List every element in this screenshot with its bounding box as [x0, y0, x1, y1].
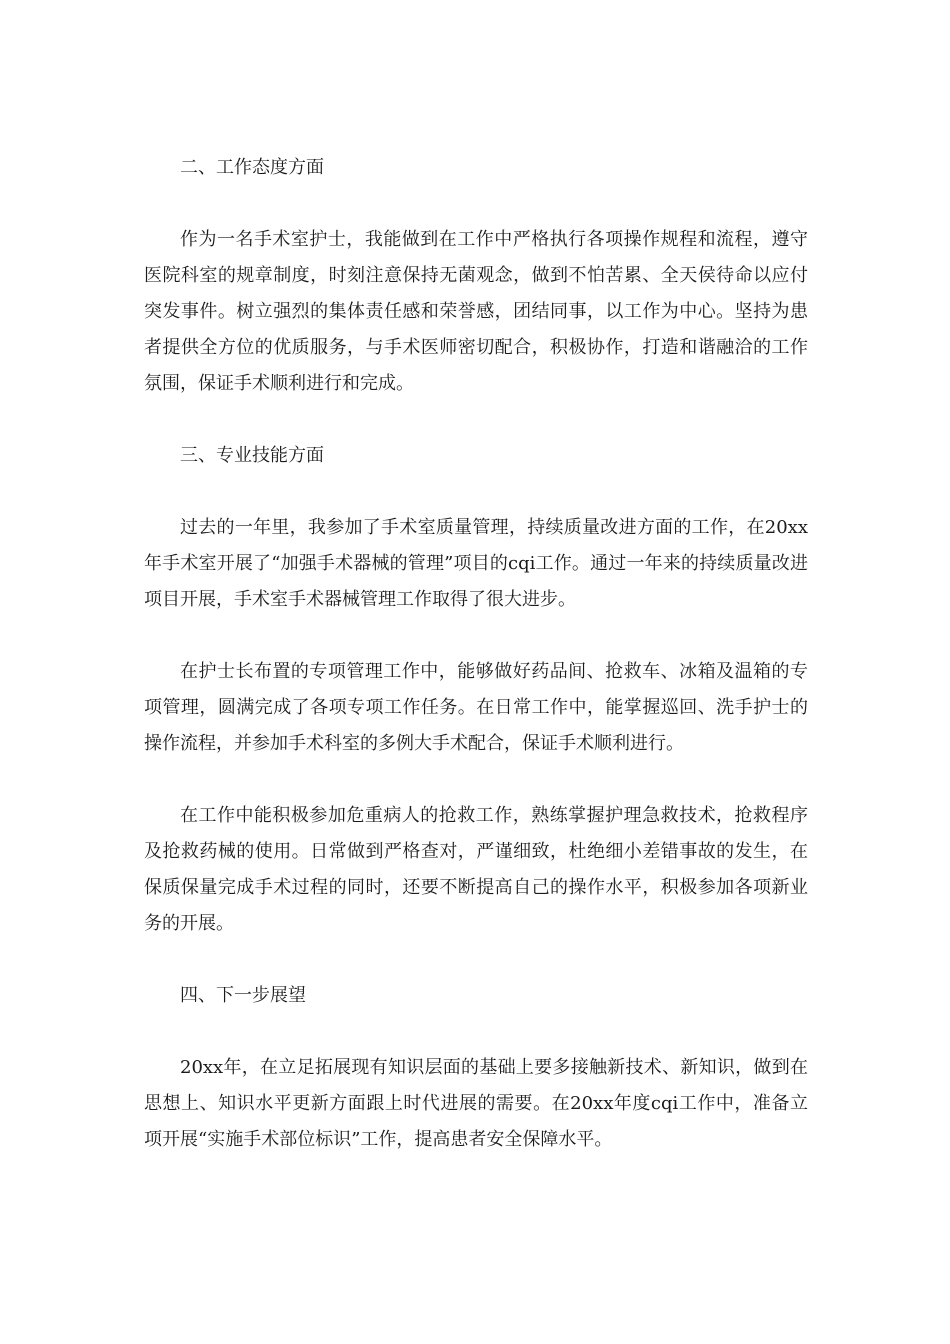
paragraph-outlook: 20xx年，在立足拓展现有知识层面的基础上要多接触新技术、新知识，做到在思想上、知识水平更新方面跟上时代进展的需要。在20xx年度cqi工作中，准备立项开展“实施手术部位标识”工作，提高患者安全保障水平。	[144, 1057, 808, 1150]
paragraph-special-management: 在护士长布置的专项管理工作中，能够做好药品间、抢救车、冰箱及温箱的专项管理，圆满完成了各项专项工作任务。在日常工作中，能掌握巡回、洗手护士的操作流程，并参加手术科室的多例大手术配合，保证手术顺利进行。	[144, 661, 808, 754]
section-heading-skills: 三、专业技能方面	[180, 445, 324, 466]
section-heading-attitude: 二、工作态度方面	[180, 157, 324, 178]
document-body	[144, 150, 808, 1158]
paragraph-attitude: 作为一名手术室护士，我能做到在工作中严格执行各项操作规程和流程，遵守医院科室的规章制度，时刻注意保持无菌观念，做到不怕苦累、全天侯待命以应付突发事件。树立强烈的集体责任感和荣誉感，团结同事，以工作为中心。坚持为患者提供全方位的优质服务，与手术医师密切配合，积极协作，打造和谐融洽的工作氛围，保证手术顺利进行和完成。	[144, 229, 808, 394]
paragraph-quality-management: 过去的一年里，我参加了手术室质量管理，持续质量改进方面的工作，在20xx年手术室开展了“加强手术器械的管理”项目的cqi工作。通过一年来的持续质量改进项目开展，手术室手术器械管理工作取得了很大进步。	[144, 517, 808, 610]
section-heading-outlook: 四、下一步展望	[180, 985, 306, 1006]
paragraph-emergency-care: 在工作中能积极参加危重病人的抢救工作，熟练掌握护理急救技术，抢救程序及抢救药械的使用。日常做到严格查对，严谨细致，杜绝细小差错事故的发生，在保质保量完成手术过程的同时，还要不断提高自己的操作水平，积极参加各项新业务的开展。	[144, 805, 808, 934]
